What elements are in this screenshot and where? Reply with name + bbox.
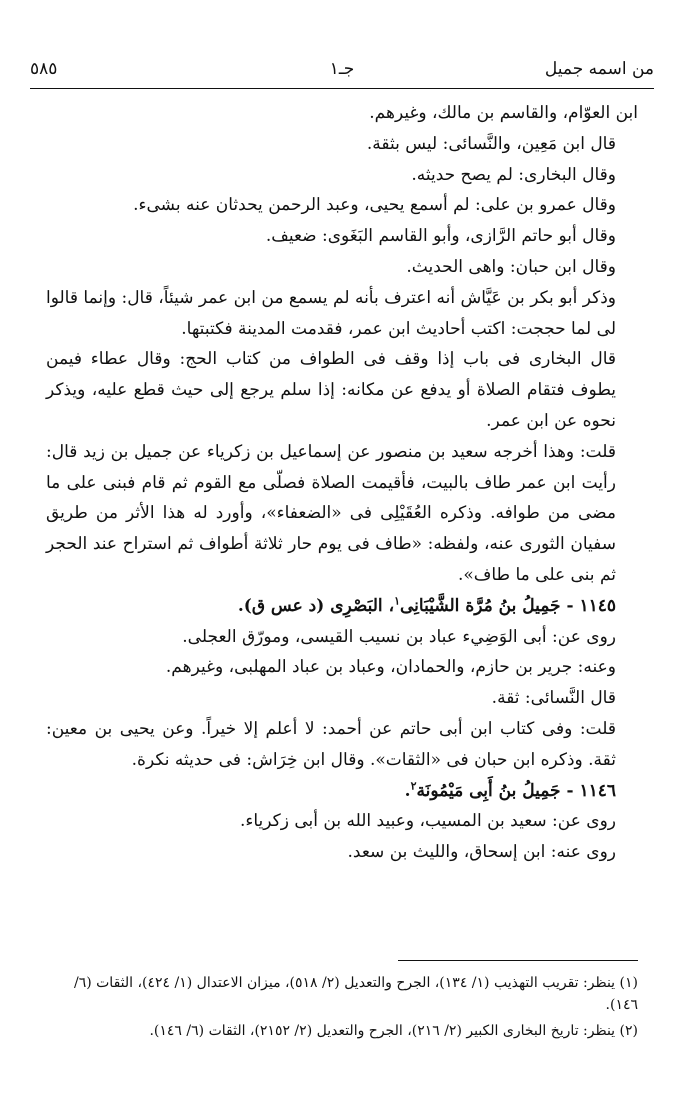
entry-title: ١١٤٦ - جَمِيلُ بنُ أَبِى مَيْمُونَة	[416, 780, 616, 801]
entry-heading-1146	[46, 776, 638, 807]
text-paragraph: روى عن: سعيد بن المسيب، وعبيد الله بن أبى زكرياء.	[239, 811, 616, 832]
text-paragraph: وقال البخارى: لم يصح حديثه.	[411, 164, 616, 185]
footnote-marker[interactable]: ٢	[410, 778, 417, 792]
text-paragraph: روى عن: أبى الوَضِيء عباد بن نسيب القيسى، ومورّق العجلى.	[182, 626, 616, 647]
text-paragraph: وقال عمرو بن على: لم أسمع يحيى، وعبد الرحمن يحدثان عنه بشىء.	[133, 195, 616, 216]
text-paragraph: وقال أبو حاتم الرَّازى، وأبو القاسم البَغَوى: ضعيف.	[265, 226, 616, 247]
entry-heading-1145	[46, 591, 638, 622]
text-paragraph: قلت: وهذا أخرجه سعيد بن منصور عن إسماعيل بن زكرياء عن جميل بن زيد قال: رأيت ابن عمر طاف بالبيت، فأقيمت الصلاة فصلّى مع القوم ثم قام فبنى على ما مضى من طوافه. وذكره العُقَيْلِى فى «الضعفاء»، وأورد له هذا الأثر من طريق سفيان الثورى عنه، ولفظه: «طاف فى يوم حار ثلاثة أطواف ثم استراح عند الحجر ثم بنى على ما طاف».	[46, 441, 616, 585]
entry-title: ١١٤٥ - جَمِيلُ بنُ مُرَّة الشَّيْبَانِى	[400, 595, 616, 616]
main-text	[46, 98, 638, 868]
text-paragraph: قلت: وفى كتاب ابن أبى حاتم عن أحمد: لا أعلم إلا خيراً. وعن يحيى بن معين: ثقة. وذكره ابن حبان فى «الثقات». وقال ابن خِرَاش: فى حديثه نكرة.	[46, 718, 616, 770]
footnote-marker[interactable]: ١	[394, 594, 400, 608]
running-header	[30, 52, 654, 86]
footnote-1: (١) ينظر: تقريب التهذيب (١/ ١٣٤)، الجرح والتعديل (٢/ ٥١٨)، ميزان الاعتدال (١/ ٤٢٤)، الثقات (٦/ ١٤٦).	[73, 975, 638, 1013]
text-paragraph: قال النَّسائى: ثقة.	[491, 688, 616, 709]
footnote-2: (٢) ينظر: تاريخ البخارى الكبير (٢/ ٢١٦)، الجرح والتعديل (٢/ ٢١٥٢)، الثقات (٦/ ١٤٦).	[149, 1023, 638, 1039]
text-paragraph: وقال ابن حبان: واهى الحديث.	[406, 256, 616, 277]
text-paragraph: روى عنه: ابن إسحاق، والليث بن سعد.	[347, 842, 616, 863]
entry-title-suffix: ، البَصْرِى (د عس ق).	[237, 595, 395, 616]
footnote-divider	[398, 960, 638, 961]
text-paragraph: قال البخارى فى باب إذا وقف فى الطواف من كتاب الحج: وقال عطاء فيمن يطوف فتقام الصلاة أو يدفع عن مكانه: إذا سلم يرجع إلى حيث قطع عليه، ويذكر نحوه عن ابن عمر.	[46, 349, 616, 431]
entry-title-suffix: .	[404, 780, 411, 801]
page-number: ٥٨٥	[30, 59, 58, 79]
text-paragraph: وعنه: جرير بن حازم، والحمادان، وعباد بن عباد المهلبى، وغيرهم.	[165, 657, 616, 678]
volume-label: جـ١	[329, 59, 355, 79]
footnotes	[46, 972, 638, 1046]
text-paragraph: قال ابن مَعِين، والنَّسائى: ليس بثقة.	[366, 133, 616, 154]
header-divider	[30, 88, 654, 89]
text-paragraph: ابن العوّام، والقاسم بن مالك، وغيرهم.	[369, 103, 638, 123]
chapter-title: من اسمه جميل	[544, 59, 654, 79]
text-paragraph: وذكر أبو بكر بن عَيَّاش أنه اعترف بأنه لم يسمع من ابن عمر شيئاً، قال: وإنما قالوا لى لما حججت: اكتب أحاديث ابن عمر، فقدمت المدينة فكتبتها.	[46, 287, 616, 339]
